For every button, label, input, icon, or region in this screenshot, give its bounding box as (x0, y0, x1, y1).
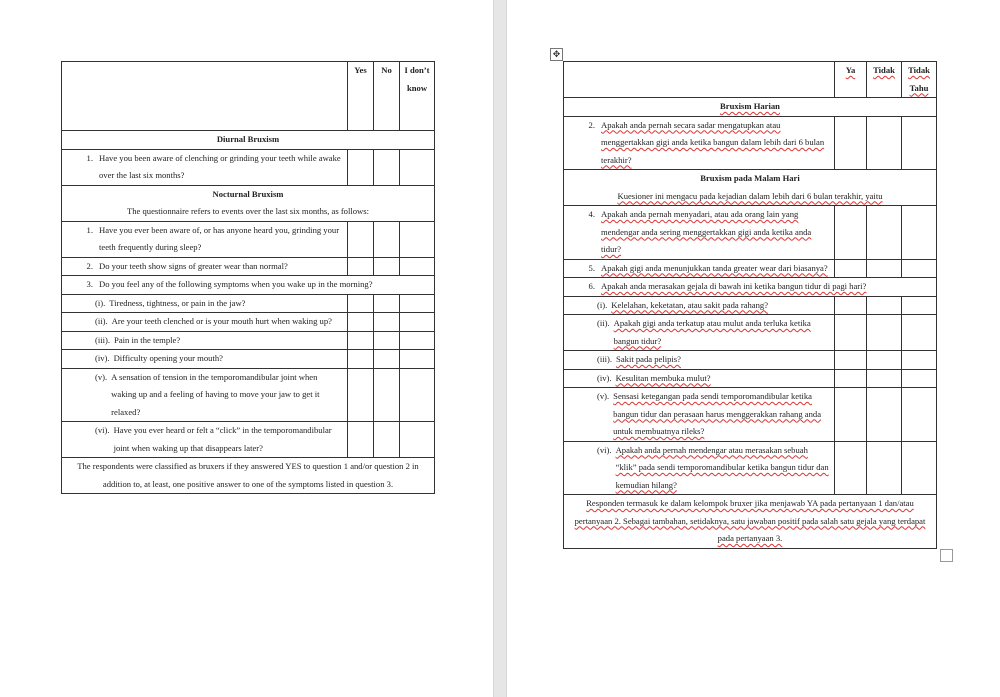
no-checkbox-cell[interactable] (867, 351, 902, 370)
question-number: 1. (86, 224, 93, 235)
nocturnal-intro: The questionnaire refers to events over the last six months, as follows: (126, 206, 369, 216)
no-checkbox-cell[interactable] (867, 388, 902, 442)
idk-checkbox-cell[interactable] (902, 388, 937, 442)
table-row (564, 315, 937, 351)
sub-text: Sakit pada pelipis? (616, 354, 681, 364)
sub-number: (iv). (95, 353, 110, 363)
idk-checkbox-cell[interactable] (902, 206, 937, 260)
idk-header (902, 62, 937, 98)
question-number: 5. (588, 262, 595, 273)
diurnal-title: Diurnal Bruxism (62, 131, 435, 150)
question-header-cell (564, 62, 835, 98)
no-checkbox-cell[interactable] (374, 294, 400, 313)
nocturnal-title: Nocturnal Bruxism (212, 188, 284, 199)
yes-checkbox-cell[interactable] (348, 149, 374, 185)
idk-checkbox-cell[interactable] (902, 369, 937, 388)
table-row (564, 278, 937, 297)
idk-checkbox-cell[interactable] (400, 313, 435, 332)
sub-text: A sensation of tension in the temporomandibular joint when waking up and a feeling of having to move your jaw to get it relaxed? (111, 371, 320, 417)
no-checkbox-cell[interactable] (867, 206, 902, 260)
yes-checkbox-cell[interactable] (835, 296, 867, 315)
idk-checkbox-cell[interactable] (902, 351, 937, 370)
question-number: 2. (588, 119, 595, 130)
sub-number: (iii). (95, 334, 111, 345)
yes-checkbox-cell[interactable] (348, 368, 374, 422)
idk-checkbox-cell[interactable] (400, 350, 435, 369)
no-checkbox-cell[interactable] (374, 350, 400, 369)
yes-checkbox-cell[interactable] (835, 441, 867, 495)
table-row (62, 368, 435, 422)
table-row (564, 259, 937, 278)
yes-header: Yes (348, 62, 374, 131)
sub-text: Are your teeth clenched or is your mouth hurt when waking up? (111, 316, 332, 326)
classification-footer: The respondents were classified as bruxers if they answered YES to question 1 and/or question 2 in addition to, at least, one positive answer to one of the symptoms listed in question 3. (62, 458, 435, 494)
question-text: Do your teeth show signs of greater wear than normal? (99, 260, 288, 271)
yes-checkbox-cell[interactable] (348, 313, 374, 332)
question-number: 1. (86, 152, 93, 163)
yes-checkbox-cell[interactable] (348, 221, 374, 257)
sub-number: (iv). (597, 372, 612, 383)
sub-number: (i). (597, 299, 608, 310)
table-row (62, 331, 435, 350)
yes-checkbox-cell[interactable] (835, 206, 867, 260)
idk-header: I don’t know (400, 62, 435, 131)
indonesian-questionnaire-table (563, 61, 937, 549)
english-questionnaire-table (61, 61, 435, 494)
sub-text: Difficulty opening your mouth? (113, 353, 223, 363)
idk-checkbox-cell[interactable] (400, 331, 435, 350)
yes-label: Ya (845, 65, 856, 75)
yes-checkbox-cell[interactable] (348, 422, 374, 458)
no-checkbox-cell[interactable] (374, 221, 400, 257)
idk-checkbox-cell[interactable] (400, 149, 435, 185)
table-row (62, 149, 435, 185)
question-number: 3. (86, 279, 93, 289)
no-checkbox-cell[interactable] (867, 441, 902, 495)
table-row (564, 369, 937, 388)
yes-checkbox-cell[interactable] (835, 388, 867, 442)
classification-footer (564, 495, 937, 549)
sub-number: (i). (95, 297, 106, 308)
question-text: Apakah anda merasakan gejala di bawah ini ketika bangun tidur di pagi hari? (601, 281, 867, 291)
sub-text: Tiredness, tightness, or pain in the jaw? (109, 297, 246, 308)
yes-checkbox-cell[interactable] (835, 369, 867, 388)
sub-text: Have you ever heard or felt a “click” in the temporomandibular joint when waking up that disappears later? (113, 425, 332, 453)
question-number: 6. (588, 281, 595, 291)
no-checkbox-cell[interactable] (374, 149, 400, 185)
sub-text: Kesulitan membuka mulut? (615, 372, 711, 383)
idk-checkbox-cell[interactable] (400, 294, 435, 313)
yes-checkbox-cell[interactable] (348, 331, 374, 350)
sub-number: (v). (597, 391, 610, 401)
yes-checkbox-cell[interactable] (835, 259, 867, 278)
question-text: Have you been aware of clenching or grinding your teeth while awake over the last six months? (99, 152, 341, 180)
move-arrows-icon[interactable]: ✥ (550, 48, 563, 61)
no-checkbox-cell[interactable] (374, 422, 400, 458)
table-row (62, 350, 435, 369)
yes-checkbox-cell[interactable] (835, 116, 867, 170)
table-row (62, 221, 435, 257)
nocturnal-section (564, 170, 937, 206)
table-row (62, 294, 435, 313)
question-text: Do you feel any of the following symptoms when you wake up in the morning? (99, 279, 373, 289)
sub-text: Apakah anda pernah mendengar atau merasakan sebuah “klik” pada sendi temporomandibular ketika bangun tidur dan kemudian hilang? (615, 444, 829, 490)
idk-checkbox-cell[interactable] (902, 296, 937, 315)
table-row (62, 276, 435, 295)
yes-checkbox-cell[interactable] (348, 294, 374, 313)
no-checkbox-cell[interactable] (374, 331, 400, 350)
yes-checkbox-cell[interactable] (835, 351, 867, 370)
diurnal-title-text: Bruxism Harian (720, 101, 780, 111)
sub-number: (ii). (95, 316, 108, 326)
sub-number: (vi). (95, 425, 110, 435)
no-label: Tidak (873, 65, 895, 75)
table-row (62, 422, 435, 458)
nocturnal-title: Bruxism pada Malam Hari (700, 173, 800, 183)
table-row (564, 351, 937, 370)
sub-text: Sensasi ketegangan pada sendi temporomandibular ketika bangun tidur dan perasaan harus menggerakkan rahang anda untuk membuatnya rileks? (613, 391, 822, 436)
paragraph-end-box[interactable] (940, 549, 953, 562)
nocturnal-intro: Kuesioner ini mengacu pada kejadian dalam lebih dari 6 bulan terakhir, yaitu (617, 190, 883, 201)
idk-checkbox-cell[interactable] (902, 441, 937, 495)
diurnal-title (564, 98, 937, 117)
no-checkbox-cell[interactable] (374, 313, 400, 332)
question-number: 4. (588, 209, 595, 219)
table-row (564, 296, 937, 315)
question-text: Apakah anda pernah menyadari, atau ada orang lain yang mendengar anda sering menggertakkan gigi anda ketika anda tidur? (601, 209, 812, 254)
sub-text: Pain in the temple? (114, 334, 181, 345)
yes-header (835, 62, 867, 98)
idk-checkbox-cell[interactable] (902, 116, 937, 170)
table-row (62, 257, 435, 276)
question-text: Apakah anda pernah secara sadar mengatupkan atau menggertakkan gigi anda ketika bangun dalam lebih dari 6 bulan terakhir? (601, 119, 825, 165)
idk-checkbox-cell[interactable] (902, 315, 937, 351)
nocturnal-section (62, 185, 435, 221)
idk-checkbox-cell[interactable] (400, 221, 435, 257)
classification-footer-text: Responden termasuk ke dalam kelompok bruxer jika menjawab YA pada pertanyaan 1 dan/atau pertanyaan 2. Sebagai tambahan, setidaknya, satu jawaban positif pada salah satu gejala yang terdapat pada pertanyaan 3. (574, 498, 926, 543)
no-checkbox-cell[interactable] (374, 368, 400, 422)
table-row (564, 388, 937, 442)
table-row (564, 206, 937, 260)
question-text: Have you ever been aware of, or has anyone heard you, grinding your teeth frequently during sleep? (99, 224, 340, 252)
yes-checkbox-cell[interactable] (348, 350, 374, 369)
sub-number: (ii). (597, 318, 610, 328)
question-header-cell (62, 62, 348, 131)
idk-checkbox-cell[interactable] (400, 368, 435, 422)
idk-checkbox-cell[interactable] (400, 257, 435, 276)
table-row (62, 313, 435, 332)
no-checkbox-cell[interactable] (867, 315, 902, 351)
no-header: No (374, 62, 400, 131)
idk-checkbox-cell[interactable] (902, 259, 937, 278)
idk-checkbox-cell[interactable] (400, 422, 435, 458)
sub-text: Kelelahan, keketatan, atau sakit pada rahang? (611, 299, 769, 310)
sub-number: (vi). (597, 444, 612, 455)
no-checkbox-cell[interactable] (867, 296, 902, 315)
yes-checkbox-cell[interactable] (835, 315, 867, 351)
header-row (564, 62, 937, 98)
sub-number: (iii). (597, 354, 613, 364)
header-row (62, 62, 435, 131)
no-checkbox-cell[interactable] (867, 369, 902, 388)
idk-label: Tidak Tahu (908, 65, 930, 93)
table-row (564, 441, 937, 495)
sub-number: (v). (95, 371, 108, 382)
no-checkbox-cell[interactable] (867, 116, 902, 170)
no-checkbox-cell[interactable] (374, 257, 400, 276)
table-row (564, 116, 937, 170)
no-checkbox-cell[interactable] (867, 259, 902, 278)
sub-text: Apakah gigi anda terkatup atau mulut anda terluka ketika bangun tidur? (613, 318, 811, 346)
no-header (867, 62, 902, 98)
question-number: 2. (86, 260, 93, 271)
question-text: Apakah gigi anda menunjukkan tanda greater wear dari biasanya? (601, 262, 828, 273)
yes-checkbox-cell[interactable] (348, 257, 374, 276)
